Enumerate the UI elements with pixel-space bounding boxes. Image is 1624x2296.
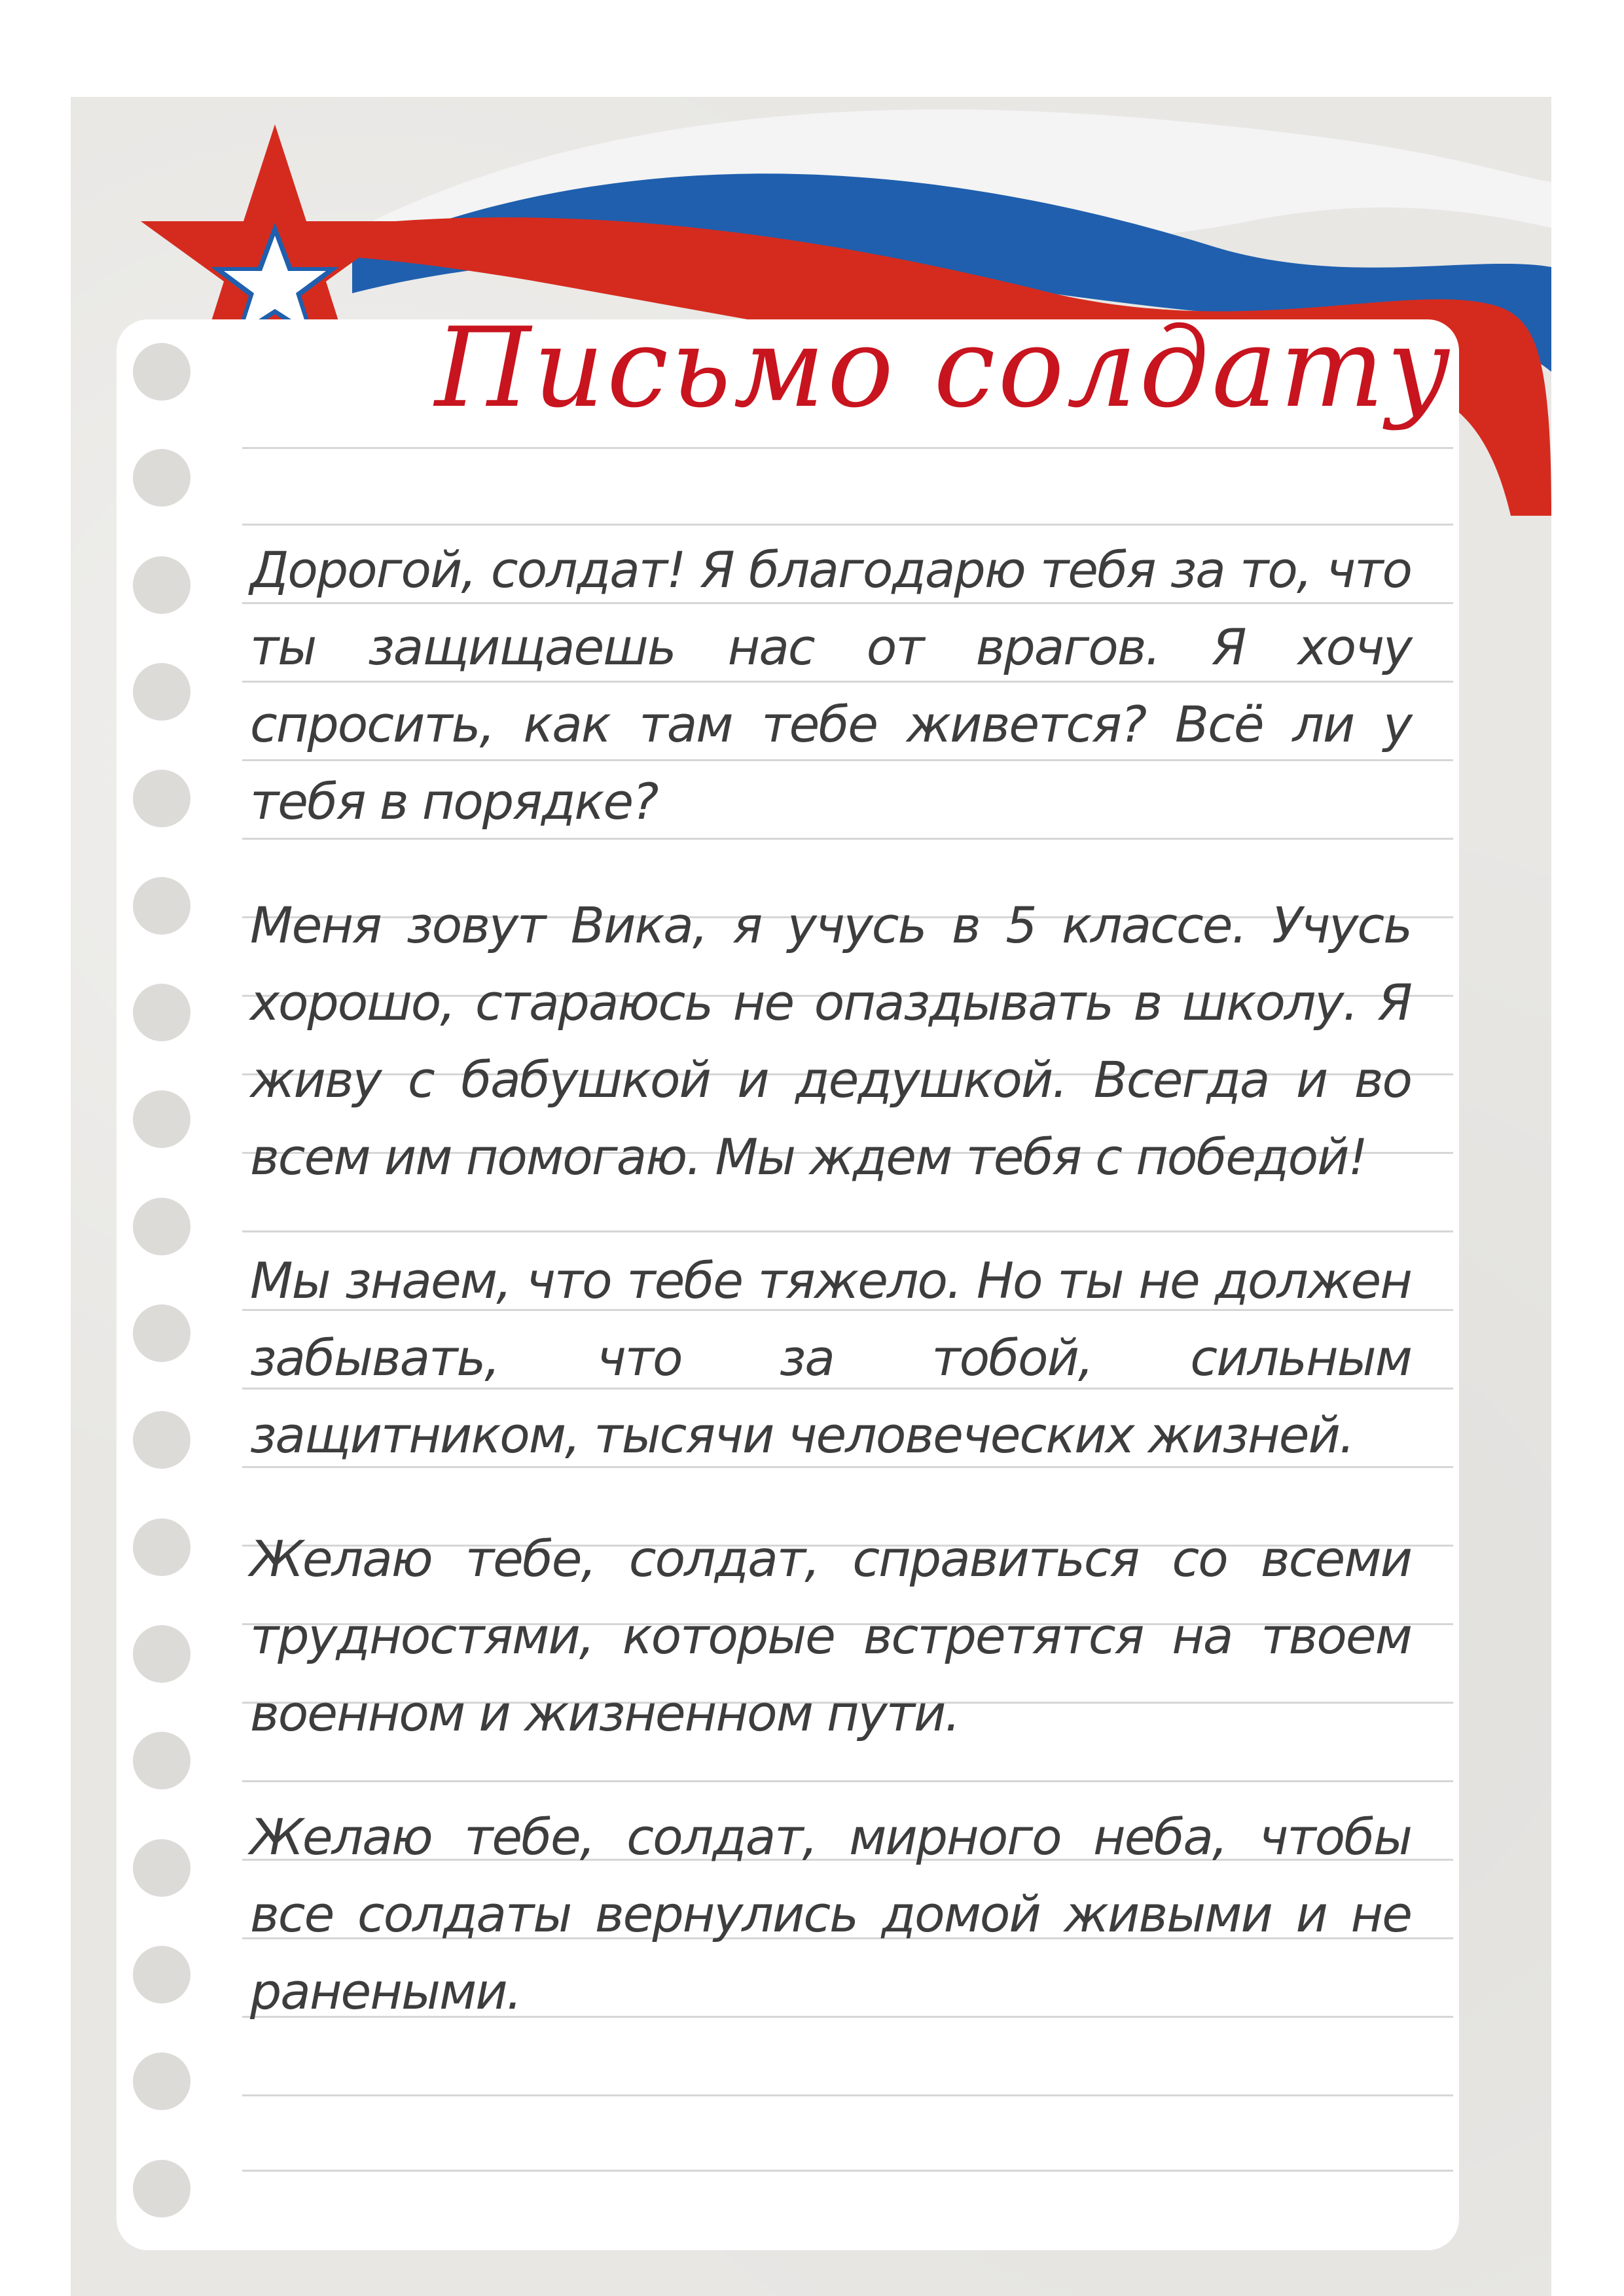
ruled-line (242, 2094, 1453, 2096)
binder-hole (133, 449, 190, 507)
binder-hole (133, 877, 190, 935)
binder-hole (133, 1518, 190, 1576)
ruled-line (242, 447, 1453, 449)
paragraph-wish-strength: Желаю тебе, солдат, справиться со всеми трудностями, которые встретятся на твоем военном и жизненном пути. (250, 1530, 1411, 1742)
binder-hole (133, 770, 190, 827)
binder-hole (133, 984, 190, 1041)
binder-hole (133, 1839, 190, 1897)
letter-body (250, 531, 1411, 2030)
paragraph-greeting: Дорогой, солдат! Я благодарю тебя за то, что ты защищаешь нас от врагов. Я хочу спросить, как там тебе живется? Всё ли у тебя в порядке? (250, 541, 1411, 831)
paragraph-about-me: Меня зовут Вика, я учусь в 5 классе. Учусь хорошо, стараюсь не опаздывать в школу. Я живу с бабушкой и дедушкой. Всегда и во всем им помогаю. Мы ждем тебя с победой! (250, 896, 1411, 1186)
binder-hole (133, 1304, 190, 1362)
binder-holes (133, 327, 205, 2258)
binder-hole (133, 1198, 190, 1255)
binder-hole (133, 1732, 190, 1789)
binder-hole (133, 2160, 190, 2217)
binder-hole (133, 1411, 190, 1469)
ruled-line (242, 524, 1453, 526)
binder-hole (133, 2053, 190, 2110)
binder-hole (133, 663, 190, 721)
letter-title: Письмо солдату (435, 304, 1453, 432)
binder-hole (133, 556, 190, 614)
ruled-line (242, 2170, 1453, 2172)
paragraph-support: Мы знаем, что тебе тяжело. Но ты не должен забывать, что за тобой, сильным защитником, тысячи человеческих жизней. (250, 1251, 1411, 1464)
binder-hole (133, 1090, 190, 1148)
binder-hole (133, 1625, 190, 1683)
binder-hole (133, 1946, 190, 2003)
paragraph-wish-peace: Желаю тебе, солдат, мирного неба, чтобы все солдаты вернулись домой живыми и не ранеными. (250, 1808, 1411, 2020)
